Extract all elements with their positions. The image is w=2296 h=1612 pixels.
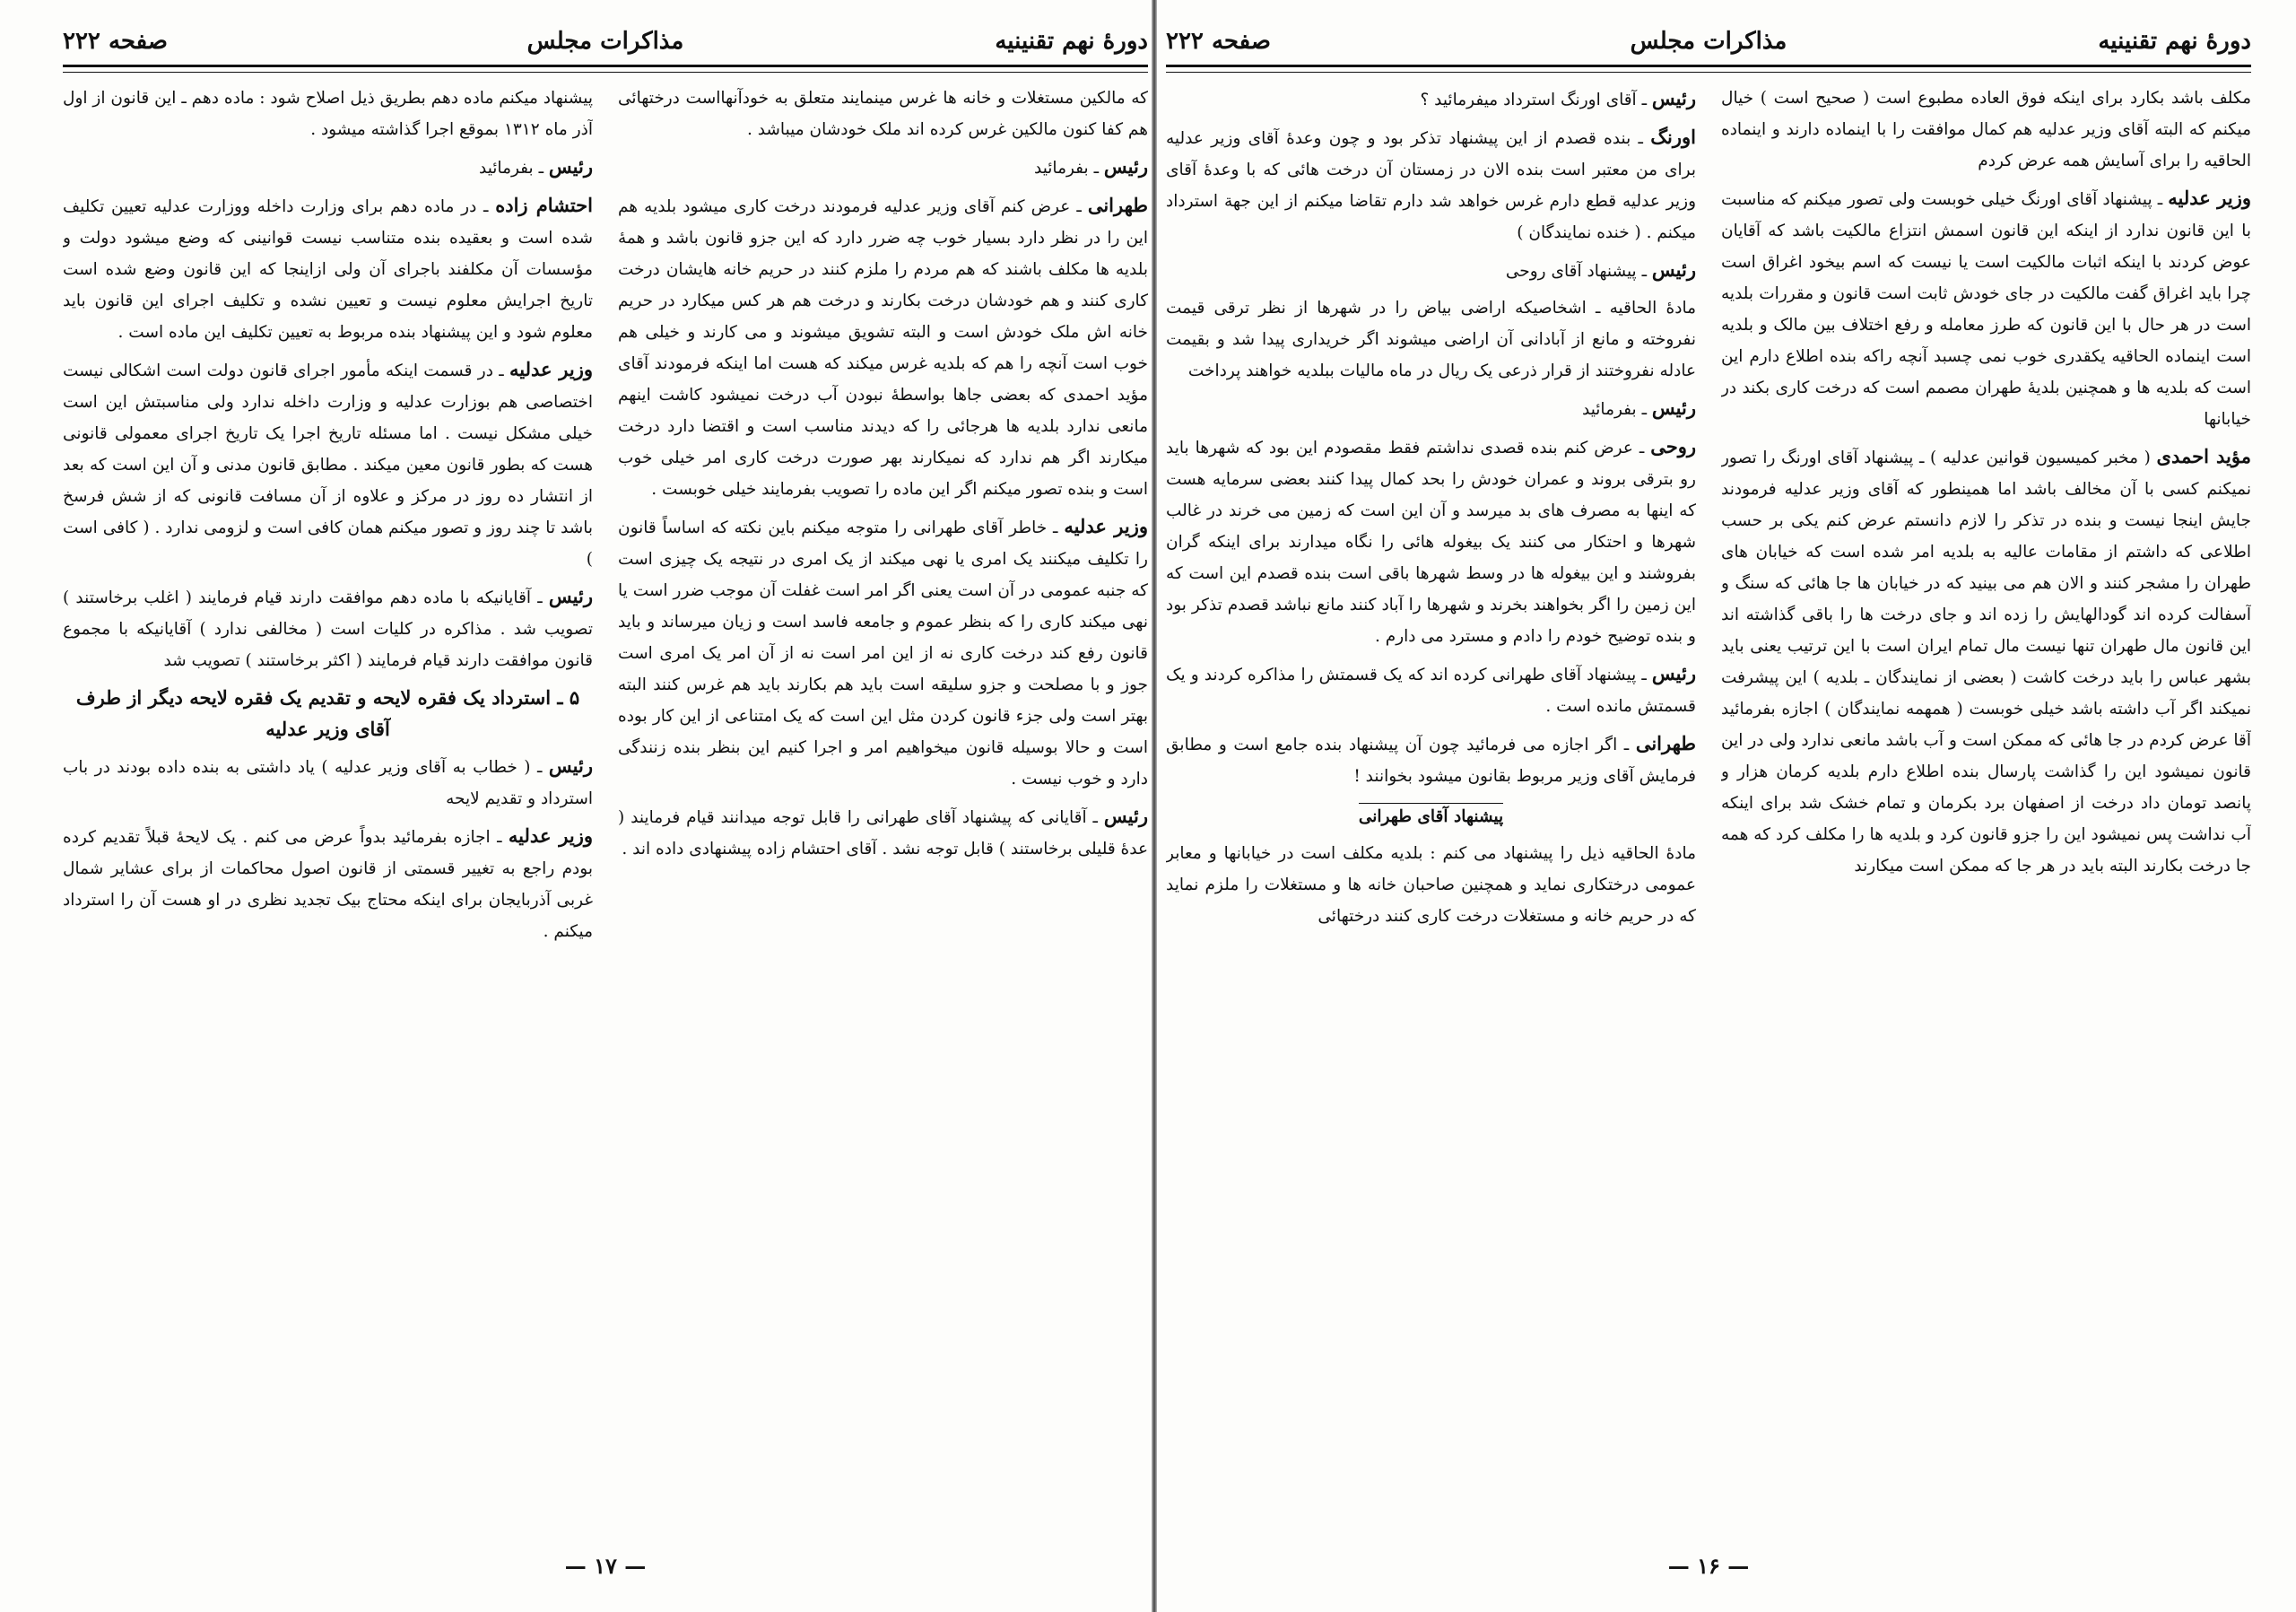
speaker-name: رئیس bbox=[1103, 805, 1148, 827]
book-gutter bbox=[1152, 0, 1157, 1612]
paragraph-text: پیشنهاد میکنم ماده دهم بطریق ذیل اصلاح شود : ماده دهم ـ این قانون از اول آذر ماه ۱۳۱۲ بموقع اجرا گذاشته میشود . bbox=[63, 89, 593, 139]
paragraph-text: ـ در ماده دهم برای وزارت داخله ووزارت عدلیه تعیین تکلیف شده است و بعقیده بنده متناسب نیست قوانینی که وضع میشود دولت و مؤسسات آن مکلفند باجرای آن ولی ازاینجا که این قانون وضع شده است تاریخ اجرایش معلوم نیست و تعیین نشده و تکلیف اجرای این قانون باید معلوم شود و این پیشنهاد بنده مربوط به تعیین تکلیف این ماده است . bbox=[63, 197, 593, 342]
paragraph bbox=[63, 151, 593, 184]
speaker-name: رئیس bbox=[548, 155, 593, 178]
proposal-heading-text: پیشنهاد آقای طهرانی bbox=[1359, 803, 1503, 826]
paragraph-text: مادهٔ الحاقیه ذیل را پیشنهاد می کنم : بلدیه مکلف است در خیابانها و معابر عمومی درختکاری نماید و همچنین صاحبان خانه ها و مستغلات را ملزم نماید که در حریم خانه و مستغلات درخت کاری کنند درختهائی bbox=[1166, 844, 1696, 926]
paragraph bbox=[1166, 121, 1696, 248]
paragraph bbox=[1166, 292, 1696, 387]
paragraph bbox=[618, 83, 1148, 145]
speaker-name: رئیس bbox=[1651, 258, 1696, 281]
header-rule bbox=[1166, 65, 2251, 67]
paragraph-text: که مالکین مستغلات و خانه ها غرس مینمایند متعلق به خودآنهااست درختهائی هم کفا کنون مالکین غرس کرده اند ملک خودشان میباشد . bbox=[618, 89, 1148, 139]
paragraph bbox=[618, 189, 1148, 505]
paragraph bbox=[1721, 440, 2251, 882]
paragraph bbox=[1166, 392, 1696, 425]
paragraph bbox=[63, 580, 593, 676]
paragraph-text: ـ پیشنهاد آقای اورنگ خیلی خوبست ولی تصور میکنم که مناسبت با این قانون ندارد از اینکه این قانون اسمش انتزاع مالکیت باشد که آقایان عوض کردند با اینکه اثبات مالکیت است یا نیست که اسم بیخود اغراق است چرا باید اغراق گفت مالکیت در جای خودش ثابت است قانون و مقررات بلدیه است در هر حال با این قانون که طرز معامله و رفع اختلاف بین مالک و بلدیه است اینماده الحاقیه یکقدری خوب نمی چسبد آنچه راکه بنده اطلاع دارم این است که بلدیه ها و همچنین بلدیهٔ طهران مصمم است که درخت کاری بکند در خیابانها bbox=[1721, 190, 2251, 429]
speaker-name: مؤید احمدی bbox=[2156, 445, 2251, 467]
paragraph bbox=[1166, 431, 1696, 652]
column-right bbox=[618, 83, 1148, 1532]
paragraph bbox=[1721, 182, 2251, 435]
speaker-name: رئیس bbox=[1103, 155, 1148, 178]
header-rule-thin bbox=[63, 72, 1148, 73]
column-left bbox=[63, 83, 593, 1532]
paragraph bbox=[63, 750, 593, 815]
text-columns bbox=[63, 83, 1148, 1532]
page-footer-number: — ۱۶ — bbox=[1667, 1553, 1750, 1579]
paragraph bbox=[618, 800, 1148, 865]
column-right bbox=[1721, 83, 2251, 1532]
paragraph bbox=[618, 151, 1148, 184]
paragraph-text: ـ پیشنهاد آقای روحی bbox=[1505, 262, 1647, 281]
paragraph-text: ـ پیشنهاد آقای طهرانی کرده اند که یک قسمتش را مذاکره کردند و یک قسمتش مانده است . bbox=[1166, 666, 1696, 716]
proposal-heading bbox=[1166, 801, 1696, 832]
speaker-name: وزیر عدلیه bbox=[508, 824, 593, 847]
paragraph-text: ـ بنده قصدم از این پیشنهاد تذکر بود و چون وعدهٔ آقای وزیر عدلیه برای من معتبر است بنده الان در زمستان آن درخت هائی که با وعدهٔ آقای وزیر عدلیه قطع دارم غرس خواهد شد دارم تقاضا میکنم از این جهة استرداد میکنم . ( خنده نمایندگان ) bbox=[1166, 129, 1696, 242]
paragraph bbox=[63, 189, 593, 348]
paragraph-text: ـ اگر اجازه می فرمائید چون آن پیشنهاد بنده جامع است و مطابق فرمایش آقای وزیر مربوط بقانون میشود بخوانند ! bbox=[1166, 736, 1696, 786]
speaker-name: وزیر عدلیه bbox=[2168, 187, 2251, 209]
paragraph bbox=[1166, 728, 1696, 792]
speaker-name: رئیس bbox=[1651, 662, 1696, 684]
paragraph-text: ـ در قسمت اینکه مأمور اجرای قانون دولت است اشکالی نیست اختصاصی هم بوزارت عدلیه و وزارت داخله ندارد ولی مناسبتش این است خیلی مشکل نیست . اما مسئله تاریخ اجرا یک تاریخ اجرای معمولی قانونی هست که بطور قانون معین میکند . مطابق قانون مدنی و آن این است که بعد از انتشار ده روز در مرکز و علاوه از آن مسافت قانونی که از شش فرسخ باشد تا چند روز و تصور میکنم همان کافی است و لزومی ندارد . ( کافی است ) bbox=[63, 362, 593, 569]
header-title: مذاکرات مجلس bbox=[526, 28, 684, 55]
speaker-name: طهرانی bbox=[1635, 732, 1696, 754]
page-header bbox=[1166, 25, 2251, 57]
paragraph bbox=[1166, 658, 1696, 722]
speaker-name: وزیر عدلیه bbox=[1064, 515, 1148, 537]
paragraph bbox=[1166, 838, 1696, 932]
paragraph-text: ـ آقایانیکه با ماده دهم موافقت دارند قیام فرمایند ( اغلب برخاستند ) تصویب شد . مذاکره در کلیات است ( مخالفی ندارد ) آقایانیکه با مجموع قانون موافقت دارند قیام فرمایند ( اکثر برخاستند ) تصویب شد bbox=[63, 588, 593, 670]
paragraph bbox=[1721, 83, 2251, 177]
speaker-name: روحی bbox=[1650, 435, 1696, 457]
paragraph-text: ـ اجازه بفرمائید بدواً عرض می کنم . یک لایحهٔ قبلاً تقدیم کرده بودم راجع به تغییر قسمتی از قانون اصول محاکمات از برای عشایر شمال غربی آذربایجان برای اینکه محتاج بیک تجدید نظری در او هست آن را استرداد میکنم . bbox=[63, 828, 593, 941]
header-volume: دورهٔ نهم تقنینیه bbox=[995, 28, 1148, 55]
column-left bbox=[1166, 83, 1696, 1532]
page-header bbox=[63, 25, 1148, 57]
paragraph-text: ـ بفرمائید bbox=[1581, 400, 1647, 419]
paragraph bbox=[63, 820, 593, 947]
paragraph-text: ( مخبر کمیسیون قوانین عدلیه ) ـ پیشنهاد آقای اورنگ را تصور نمیکنم کسی با آن مخالف باشد اما همینطور که آقای وزیر عدلیه فرمودند جایش اینجا نیست و بنده در تذکر را لازم دانستم عرض کنم یکی بر حسب اطلاعی که داشتم از مقامات عالیه به بلدیه امر شده است که خیابان های طهران را مشجر کنند و الان هم می بینید که در خیابان ها جا هائی که سنگ و آسفالت کرده اند گودالهایش را زده اند و جای درخت ها را باقی گذاشته اند این قانون مال طهران تنها نیست مال تمام ایران است با این ترتیب یعنی باید بشهر عباس را باید درخت کاشت ( بعضی از نمایندگان ـ بلدیه ) این پیشرفت نمیکند اگر آب داشته باشد خیلی خوبست ( همهمه نمایندگان ) اجازه بفرمائید آقا عرض کردم در جا هائی که ممکن است و آب باشد مانعی ندارد ولی در این قانون نمیشود این را گذاشت پارسال بنده اطلاع دارم بلدیه کرمان هزار و پانصد تومان داد درخت از اصفهان برد بکرمان و تمام خشک شد برای اینکه آب نداشت پس نمیشود این را جزو قانون کرد و بلدیه ها را مکلف کرد که همه جا درخت بکارند البته باید در هر جا که ممکن است میکارند bbox=[1721, 449, 2251, 876]
speaker-name: وزیر عدلیه bbox=[509, 358, 593, 380]
header-page-number: صفحه ۲۲۲ bbox=[1166, 28, 1271, 55]
page-left bbox=[63, 25, 1148, 1586]
paragraph bbox=[63, 83, 593, 145]
text-columns bbox=[1166, 83, 2251, 1532]
section-heading: ۵ ـ استرداد یک فقره لایحه و تقدیم یک فقره لایحه دیگر از طرف آقای وزیر عدلیه bbox=[75, 686, 580, 740]
speaker-name: رئیس bbox=[548, 754, 593, 777]
paragraph-text: ـ بفرمائید bbox=[478, 159, 544, 178]
paragraph bbox=[618, 510, 1148, 795]
speaker-name: طهرانی bbox=[1087, 194, 1148, 216]
speaker-name: اورنگ bbox=[1650, 126, 1696, 148]
page-footer-number: — ۱۷ — bbox=[564, 1553, 647, 1579]
paragraph-text: ـ آقایانی که پیشنهاد آقای طهرانی را قابل توجه میدانند قیام فرمایند ( عدهٔ قلیلی برخاستند ) قابل توجه نشد . آقای احتشام زاده پیشنهادی داده اند . bbox=[618, 808, 1148, 858]
paragraph bbox=[1166, 254, 1696, 287]
speaker-name: احتشام زاده bbox=[495, 194, 593, 216]
header-rule-thin bbox=[1166, 72, 2251, 73]
header-title: مذاکرات مجلس bbox=[1630, 28, 1787, 55]
paragraph bbox=[63, 353, 593, 575]
page-right bbox=[1166, 25, 2251, 1586]
paragraph-text: مادهٔ الحاقیه ـ اشخاصیکه اراضی بیاض را در شهرها از نظر ترقی قیمت نفروخته و مانع از آبادانی آن اراضی میشوند اگر خریداری پیدا شد و بقیمت عادله نفروختند از قرار ذرعی یک ریال در ماه مالیات ببلدیه خواهند پرداخت bbox=[1166, 299, 1696, 380]
speaker-name: رئیس bbox=[1651, 396, 1696, 419]
paragraph bbox=[1166, 83, 1696, 116]
speaker-name: رئیس bbox=[1651, 87, 1696, 109]
paragraph-text: ـ عرض کنم بنده قصدی نداشتم فقط مقصودم این بود که شهرها باید رو بترقی بروند و عمران خودش را بحد کمال پیدا کنند بعضی سرمایه هست که اینها به مصرف های بد میرسد و آن این است که زمین می خرند در غالب شهرها و احتکار می کنند یک بیغوله هائی را نگاه میدارند برای اینکه گران بفروشند و این بیغوله ها در وسط شهرها باقی است بنده قصدم این است که این زمین را اگر بخواهند بخرند و شهرها را آباد کنند مانع نباشد قصدم تذکر بود و بنده توضیح خودم را دادم و مسترد می دارم . bbox=[1166, 439, 1696, 646]
paragraph-text: ـ عرض کنم آقای وزیر عدلیه فرمودند درخت کاری میشود بلدیه هم این را در نظر دارد بسیار خوب چه ضرر دارد که این جزو قانون باشد و همهٔ بلدیه ها مکلف باشند که هم مردم را ملزم کنند در حریم خانه هایشان درخت کاری کنند و هم خودشان درخت بکارند و درخت هم هر کس میکارد در حریم خانه اش ملک خودش است و البته تشویق میشوند و می کارند و خیلی هم خوب است آنچه را هم که بلدیه غرس میکند که هست اما اینکه فرمودند آقای مؤید احمدی که بعضی جاها بواسطهٔ نبودن آب درخت نمیشود کاشت اینهم مانعی ندارد بلدیه ها هرجائی را که دیدند مناسب است و اقتضا دارد درخت میکارند اگر هم ندارد که نمیکارند بهر صورت درخت کاری امر خیلی خوب است و بنده تصور میکنم اگر این ماده را تصویب بفرمایند خیلی خوبست . bbox=[618, 197, 1148, 499]
header-volume: دورهٔ نهم تقنینیه bbox=[2098, 28, 2251, 55]
paragraph-text: ـ ( خطاب به آقای وزیر عدلیه ) یاد داشتی به بنده داده بودند در باب استرداد و تقدیم لایحه bbox=[63, 758, 593, 808]
header-rule bbox=[63, 65, 1148, 67]
header-page-number: صفحه ۲۲۲ bbox=[63, 28, 168, 55]
speaker-name: رئیس bbox=[548, 585, 593, 607]
paragraph-text: ـ خاطر آقای طهرانی را متوجه میکنم باین نکته که اساساً قانون را تکلیف میکنند یک امری یا نهی میکند از یک امری در نتیجه یک چیزی است که جنبه عمومی در آن است یعنی اگر امر است غفلت آن موجب ضرر است یا نهی میکند کاری را که بنظر عموم و جامعه فاسد است و زیان میرساند و باید قانون رفع کند درخت کاری نه از این امر است نه از آن امر یک امری است جوز و با مصلحت و جزو سلیقه است باید هم بکارند باید هم غرس کنند البته بهتر است ولی جزء قانون کردن مثل این است که یک امتناعی از این کار بوده است و حالا بوسیله قانون میخواهیم امر و اجرا کنیم این بنظر بنده زنندگی دارد و خوب نیست . bbox=[618, 518, 1148, 789]
paragraph-text: مکلف باشد بکارد برای اینکه فوق العاده مطبوع است ( صحیح است ) خیال میکنم که البته آقای وزیر عدلیه هم کمال موافقت را با اینماده دارند و اینماده الحاقیه را برای آسایش همه عرض کردم bbox=[1721, 89, 2251, 170]
paragraph-text: ـ بفرمائید bbox=[1033, 159, 1099, 178]
paragraph-text: ـ آقای اورنگ استرداد میفرمائید ؟ bbox=[1420, 91, 1647, 109]
